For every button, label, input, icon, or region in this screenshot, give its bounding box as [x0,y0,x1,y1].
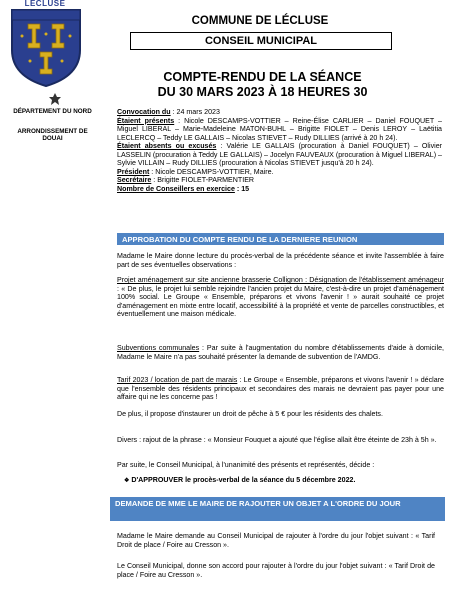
section-approbation-header: APPROBATION DU COMPTE RENDU DE LA DERNIERE REUNION [117,233,444,245]
nombre-conseillers-line [117,185,442,194]
absents-value: : Valérie LE GALLAIS (procuration à Daniel FOUQUET) – Olivier LASSELIN (procuration à Teddy LE GALLAIS) – Jocelyn FAUVEAUX (procuration à Miguel LIBERAL) – Sylvie VILLAIN – Rudy DILLIES (procuration à Nicolas STIEVET jusqu'à 20 h 24). [117,142,442,168]
section1-subventions [117,344,444,361]
department-label: DÉPARTEMENT DU NORD [13,108,92,115]
president-value: : Nicole DESCAMPS-VOTTIER, Maire. [149,167,274,176]
report-title-line-2: DU 30 MARS 2023 À 18 HEURES 30 [157,85,368,99]
department-emblem-icon [48,92,62,106]
projet-amenagement-text: : « De plus, le projet lui semble rejoindre l'ancien projet du Maire, c'est-à-dire un projet d'aménagement 100% social. Le Groupe « Ensemble, préparons et vivons l'avenir ! » aurait souhaité ce projet d'aménagement en mixte entre locatif, accessibilité à la propriété et vente de parcelles constructibles, et éventuellement une maison médicale. [117,284,444,319]
subventions-text: : Par suite à l'augmentation du nombre d'établissements d'aide à domicile, Madame le Maire n'a pas souhaité présenter la demande de subvention de l'AMDG. [117,344,444,361]
section1-tarif-marais [117,376,444,402]
arrondissement-label: ARRONDISSEMENT DE DOUAI [17,128,88,142]
section1-droit-peche: De plus, il propose d'instaurer un droit de pêche à 5 € pour les résidents des chalets. [117,410,383,418]
secretaire-value: : Brigitte FIOLET-PARMENTIER [151,176,255,185]
section1-divers: Divers : rajout de la phrase : « Monsieur Fouquet a ajouté que l'église allait être éteinte de 23h à 5h ». [117,436,437,444]
absents-label: Étaient absents ou excusés [117,142,217,151]
section1-intro: Madame le Maire donne lecture du procès-verbal de la précédente séance et invite l'assemblée à faire part de ses éventuelles observations : [117,252,444,269]
crest-town-label: LÉCLUSE [24,0,66,8]
president-line [117,168,442,177]
tarif-marais-text: : Le Groupe « Ensemble, préparons et vivons l'avenir ! » déclare que l'ensemble des résidents principaux et secondaires des marais ne devraient pas payer pour une affaire qui ne les concerne pas ! [117,376,444,402]
section2-accord: Le Conseil Municipal, donne son accord pour rajouter à l'ordre du jour l'objet suivant : « Tarif Droit de place / Foire au Cresson ». [117,562,435,579]
commune-heading: COMMUNE DE LÉCLUSE [191,15,329,27]
section-ordre-du-jour-header: DEMANDE DE MME LE MAIRE DE RAJOUTER UN OBJET A L'ORDRE DU JOUR [110,497,445,521]
convocation-line [117,108,442,117]
approval-text: D'APPROUVER le procès-verbal de la séance du 5 décembre 2022. [131,476,356,484]
absents-line [117,142,442,168]
section1-decision: Par suite, le Conseil Municipal, à l'unanimité des présents et représentés, décide : [117,461,375,469]
subventions-label: Subventions communales [117,344,200,352]
section1-approval-bullet [124,476,442,486]
nombre-conseillers-value: : 15 [234,184,250,193]
presents-line [117,117,442,143]
projet-amenagement-label: Projet aménagement sur site ancienne brasserie Collignon : Désignation de l'établissement aménageur [117,276,444,284]
report-title [125,70,400,100]
diamond-bullet-icon: ❖ [124,478,130,484]
conseil-municipal-box: CONSEIL MUNICIPAL [130,32,392,50]
presents-value: : Nicole DESCAMPS-VOTTIER – Reine-Élise CARLIER – Daniel FOUQUET – Miguel LIBERAL – Marie-Madeleine MATON-BUHL – Brigitte FIOLET – Denis LEROY – Laëtitia LECLERCQ – Teddy LE GALLAIS – Nicolas STIEVET – Rudy DILLIES (arrivé à 20 h 24). [117,116,442,142]
report-title-line-1: COMPTE-RENDU DE LA SÉANCE [163,70,362,84]
town-coat-of-arms-icon [8,6,84,88]
tarif-marais-label: Tarif 2023 / location de part de marais [117,376,238,384]
section1-projet-amenagement [117,276,444,319]
attendance-block [117,108,442,193]
convocation-label: Convocation du [117,108,171,116]
president-label: Président [117,167,150,176]
secretaire-line [117,176,442,185]
convocation-value: : 24 mars 2023 [170,108,220,116]
nombre-conseillers-label: Nombre de Conseillers en exercice [117,184,235,193]
section2-demande: Madame le Maire demande au Conseil Municipal de rajouter à l'ordre du jour l'objet suivant : « Tarif Droit de place / Foire au Cresson ». [117,532,435,549]
presents-label: Étaient présents [117,116,175,125]
secretaire-label: Secrétaire [117,176,152,185]
